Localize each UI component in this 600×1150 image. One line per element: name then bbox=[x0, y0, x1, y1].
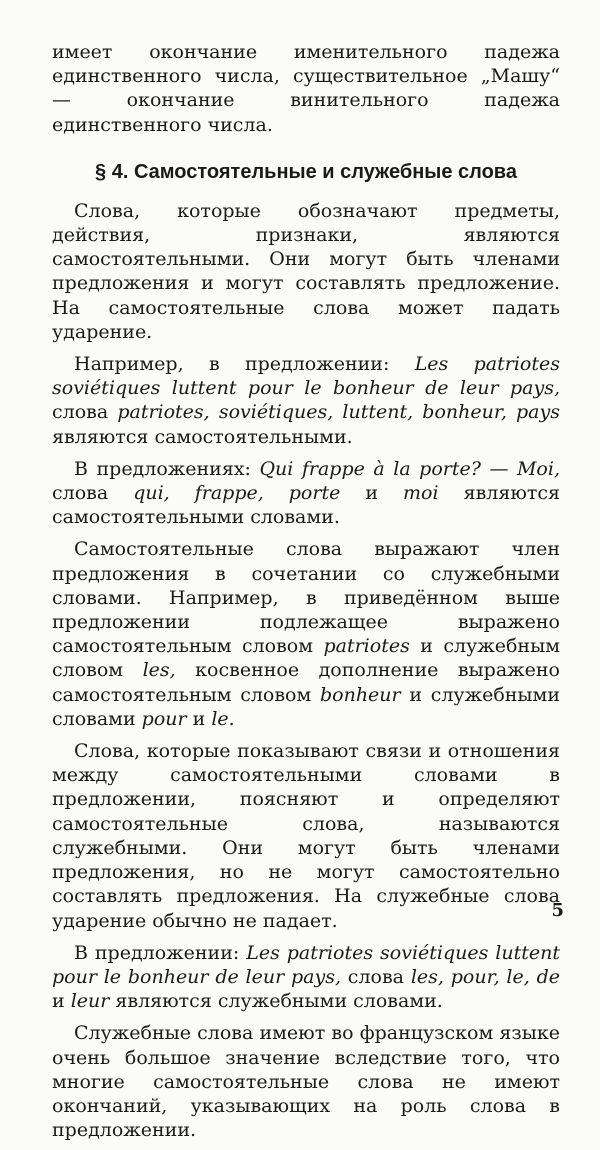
french-word: patriotes bbox=[323, 635, 410, 658]
french-example: Les patriotes soviétiques luttent pour le bonheur de leur pays, bbox=[52, 353, 560, 400]
french-example: Qui frappe à la porte? — Moi, bbox=[259, 457, 560, 480]
paragraph-5: Слова, которые показывают связи и отношения между самостоятельными словами в предложении, поясняют и определяют самостоятельные слова, называются служебными. Они могут быть членами предложения, но не могут самостоятельно составлять предложения. На служебные слова ударение обычно не падает. bbox=[52, 740, 560, 932]
page-number: 5 bbox=[551, 900, 564, 921]
paragraph-4: Самостоятельные слова выражают член предложения в сочетании со служебными словами. Например, в приведённом выше предложении подлежащее выражено самостоятельным словом patriotes и служебным словом les, косвенное дополнение выражено самостоятельным словом bonheur и служебными словами pour и le. bbox=[52, 538, 560, 730]
french-words: les, pour, le, de bbox=[410, 965, 560, 988]
french-words: qui, frappe, porte bbox=[133, 482, 341, 505]
french-word: les, bbox=[142, 659, 176, 682]
paragraph-7: Служебные слова имеют во французском языке очень большое значение вследствие того, что многие самостоятельные слова не имеют окончаний, указывающих на роль слова в предложении. bbox=[52, 1022, 560, 1142]
french-word: moi bbox=[403, 482, 439, 505]
french-word: leur bbox=[70, 990, 110, 1013]
french-word: le. bbox=[211, 707, 235, 730]
french-example: Les patriotes soviétiques luttent pour le bonheur de leur pays, bbox=[52, 941, 560, 988]
paragraph-2: Например, в предложении: Les patriotes soviétiques luttent pour le bonheur de leur pays, слова patriotes, soviétiques, luttent, bonheur, pays являются самостоятельными. bbox=[52, 353, 560, 448]
section-heading: § 4. Самостоятельные и служебные слова bbox=[95, 160, 517, 183]
french-word: pour bbox=[141, 707, 187, 730]
paragraph-3: В предложениях: Qui frappe à la porte? — Moi, слова qui, frappe, porte и moi являются самостоятельными словами. bbox=[52, 457, 561, 529]
french-word: bonheur bbox=[319, 683, 401, 706]
paragraph-1: Слова, которые обозначают предметы, действия, признаки, являются самостоятельными. Они могут быть членами предложения и могут составлять предложение. На самостоятельные слова может падать ударение. bbox=[52, 199, 560, 343]
french-words: patriotes, soviétiques, luttent, bonheur, pays bbox=[117, 401, 560, 424]
continuation-paragraph: имеет окончание именительного падежа единственного числа, существительное „Машу“ — окончание винительного падежа единственного числа. bbox=[52, 41, 560, 136]
page-body bbox=[52, 40, 560, 1150]
paragraph-6: В предложении: Les patriotes soviétiques luttent pour le bonheur de leur pays, слова les, pour, le, de и leur являются служебными словами. bbox=[52, 941, 560, 1013]
